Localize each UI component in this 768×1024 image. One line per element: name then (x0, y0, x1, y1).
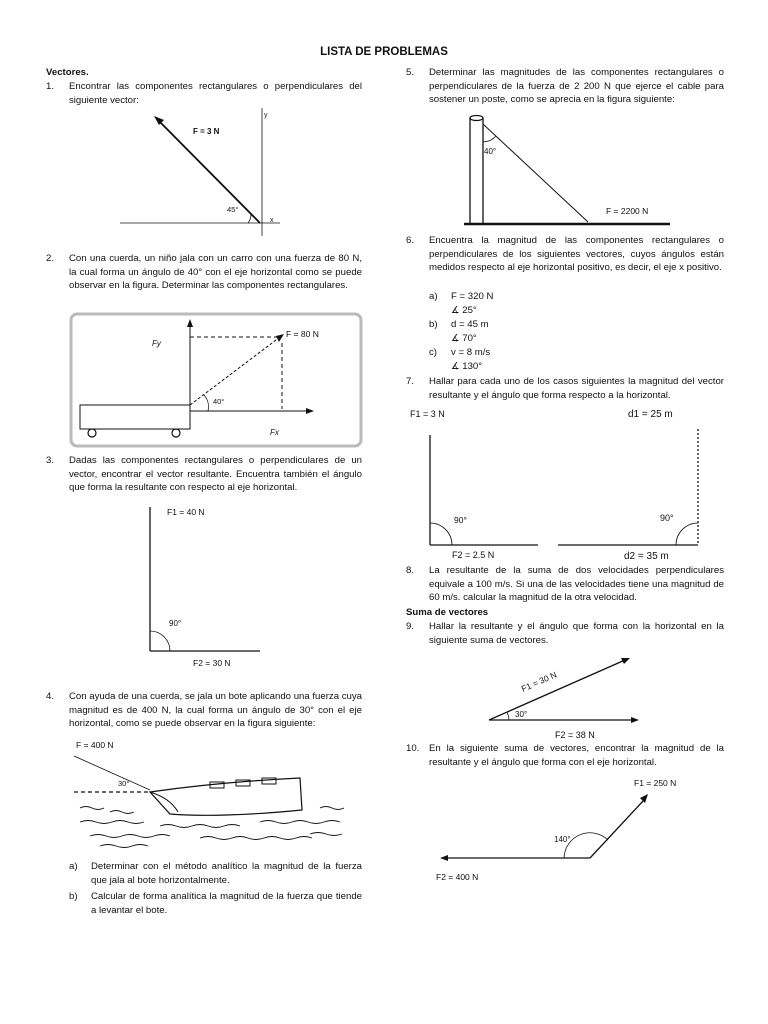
angle-label: 30° (118, 779, 130, 788)
f1-vector (489, 660, 625, 720)
problem-7-text: Hallar para cada uno de los casos siguientes la magnitud del vector resultante y el ángulo que forma respecto a la horizontal. (429, 376, 724, 401)
angle-label-left: 90° (454, 515, 467, 525)
problem-2-text: Con una cuerda, un niño jala con un carro con una fuerza de 80 N, la cual forma un ángulo de 40° con el eje horizontal como se puede observar en la figura. Determinar las componentes rectangulares. (69, 253, 362, 292)
problem-6b-angle: ∡ 70° (451, 333, 477, 344)
problem-7-number: 7. (406, 376, 415, 387)
force-label: F = 3 N (193, 127, 220, 136)
section-suma: Suma de vectores (406, 607, 489, 618)
problem-5-figure (460, 112, 680, 230)
problem-8-number: 8. (406, 565, 415, 576)
angle-label: 40° (484, 147, 497, 156)
problem-6b-label: b) (429, 319, 438, 330)
problem-2-figure (70, 313, 362, 448)
angle-arc (507, 712, 509, 720)
problem-6-text: Encuentra la magnitud de las componentes rectangulares o perpendiculares de los siguientes vectores, cuyos ángulos están medidos respecto al eje horizontal positivo, es decir, el eje x positivo. (429, 235, 724, 274)
problem-6a-angle: ∡ 25° (451, 305, 477, 316)
problem-5-number: 5. (406, 67, 415, 78)
f1-label: F1 = 30 N (519, 669, 559, 694)
problem-6c-label: c) (429, 347, 437, 358)
angle-label: 30° (515, 710, 528, 719)
cable (483, 124, 588, 222)
problem-9-number: 9. (406, 621, 415, 632)
f1-label: F1 = 250 N (634, 778, 677, 788)
fy-label: Fy (152, 339, 161, 348)
problem-6a-label: a) (429, 291, 438, 302)
f2-arrowhead (631, 717, 639, 723)
angle-arc (248, 214, 251, 223)
boat-hull (150, 778, 302, 815)
problem-5-text: Determinar las magnitudes de las componentes rectangulares o perpendiculares de la fuerza de 2 200 N que ejerce el cable para sostener un poste, como se aprecia en la figura siguiente: (429, 67, 724, 106)
angle-arc (483, 136, 496, 142)
angle-label: 40° (213, 397, 225, 406)
x-label: x (270, 217, 274, 224)
f1-arrowhead (640, 794, 648, 803)
problem-3-figure (145, 503, 275, 673)
problem-3-text: Dadas las componentes rectangulares o perpendiculares de un vector, encontrar el vector resultante. Encuentra también el ángulo que forma la resultante con respecto al eje horizontal. (69, 455, 362, 494)
f1-label: F1 = 40 N (167, 507, 205, 517)
problem-10-number: 10. (406, 743, 420, 754)
page-title: LISTA DE PROBLEMAS (320, 46, 448, 58)
force-label: F = 2200 N (606, 206, 649, 216)
f1-label: F1 = 3 N (410, 409, 445, 419)
problem-7-figure (408, 405, 724, 563)
angle-label: 45° (227, 205, 239, 214)
problem-1-text: Encontrar las componentes rectangulares o perpendiculares del siguiente vector: (69, 81, 362, 106)
problem-9-figure (485, 652, 655, 744)
force-label: F = 400 N (76, 740, 114, 750)
y-label: y (264, 112, 268, 119)
problem-4a-label: a) (69, 861, 78, 872)
problem-6-number: 6. (406, 235, 415, 246)
d1-label: d1 = 25 m (628, 409, 673, 420)
f1-vector (590, 800, 644, 858)
problem-4b-text: Calcular de forma analítica la magnitud de la fuerza que tiende a levantar el bote. (91, 891, 362, 916)
section-vectores: Vectores. (46, 67, 89, 78)
problem-1-number: 1. (46, 81, 55, 92)
problem-10-text: En la siguiente suma de vectores, encontrar la magnitud de la resultante y el ángulo que forma con el eje horizontal. (429, 743, 724, 768)
f2-label: F2 = 38 N (555, 730, 595, 740)
force-label: F = 80 N (286, 329, 319, 339)
fx-label: Fx (270, 428, 279, 437)
d2-label: d2 = 35 m (624, 551, 669, 562)
pole (470, 118, 483, 224)
problem-4a-text: Determinar con el método analítico la magnitud de la fuerza que jala al bote horizontalmente. (91, 861, 362, 886)
angle-arc-left (430, 523, 452, 545)
problem-6a-value: F = 320 N (451, 291, 494, 302)
problem-10-figure (430, 770, 700, 888)
problem-4b-label: b) (69, 891, 78, 902)
problem-3-number: 3. (46, 455, 55, 466)
problem-1-figure (120, 108, 290, 238)
angle-arc (150, 631, 170, 651)
problem-4-number: 4. (46, 691, 55, 702)
rope (74, 756, 150, 790)
problem-6c-value: v = 8 m/s (451, 347, 491, 358)
angle-arc-right (676, 523, 698, 545)
problem-2-number: 2. (46, 253, 55, 264)
angle-label-right: 90° (660, 513, 674, 523)
problem-4-text: Con ayuda de una cuerda, se jala un bote aplicando una fuerza cuya magnitud es de 400 N, la cual forma un ángulo de 30° con el eje horizontal, como se puede observar en la figura siguiente: (69, 691, 362, 730)
angle-label: 140° (554, 835, 571, 844)
angle-label: 90° (169, 619, 182, 628)
problem-6b-value: d = 45 m (451, 319, 489, 330)
problem-8-text: La resultante de la suma de dos velocidades perpendiculares equivale a 100 m/s. Si una de las velocidades tiene una magnitud de 60 m/s. calcular la magnitud de la otra velocidad. (429, 565, 724, 604)
f2-label: F2 = 30 N (193, 658, 231, 668)
f2-label: F2 = 400 N (436, 872, 479, 882)
f2-label: F2 = 2.5 N (452, 550, 495, 560)
problem-4-figure (70, 738, 365, 850)
problem-6c-angle: ∡ 130° (451, 361, 483, 372)
f2-arrowhead (440, 855, 448, 861)
problem-9-text: Hallar la resultante y el ángulo que forma con la horizontal en la siguiente suma de vectores. (429, 621, 724, 646)
pole-top (470, 116, 483, 121)
